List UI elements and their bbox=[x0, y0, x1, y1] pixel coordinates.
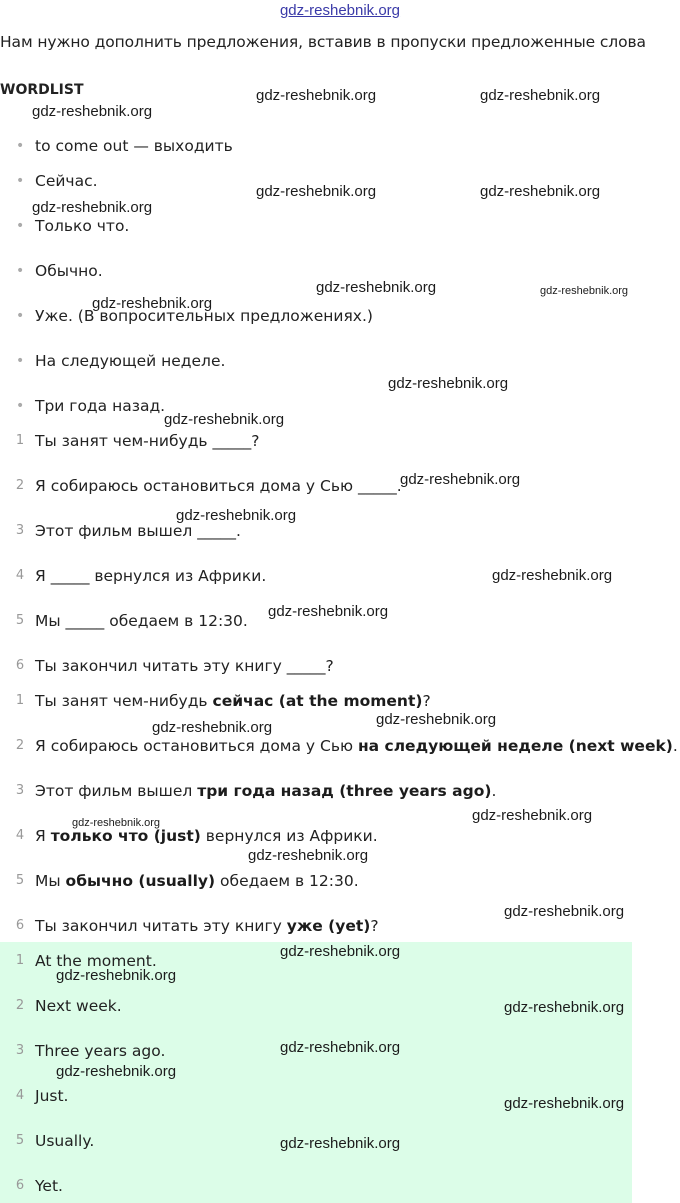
watermark: gdz-reshebnik.org bbox=[376, 711, 497, 728]
wordlist-item: • Три года назад. bbox=[0, 392, 680, 420]
watermark: gdz-reshebnik.org bbox=[152, 719, 273, 736]
bullet-icon: • bbox=[16, 218, 25, 234]
watermark: gdz-reshebnik.org bbox=[280, 943, 401, 960]
answer-item: 1 Ты занят чем-нибудь сейчас (at the moment)? bbox=[15, 692, 431, 710]
wordlist-item: • Обычно. bbox=[0, 257, 680, 285]
wordlist-item: • На следующей неделе. bbox=[0, 347, 680, 375]
watermark: gdz-reshebnik.org bbox=[280, 1039, 401, 1056]
task-intro: Нам нужно дополнить предложения, вставив в пропуски предложенные слова bbox=[0, 33, 646, 51]
watermark: gdz-reshebnik.org bbox=[540, 285, 629, 297]
watermark: gdz-reshebnik.org bbox=[176, 507, 297, 524]
wordlist-title: WORDLIST bbox=[0, 82, 84, 98]
wordlist-item: • Уже. (В вопросительных предложениях.) bbox=[0, 302, 680, 330]
bullet-icon: • bbox=[16, 138, 25, 154]
wordlist-item: • Только что. bbox=[0, 212, 680, 240]
english-answer-item: 2 Next week. bbox=[15, 997, 122, 1015]
exercise-item: 1 Ты занят чем-нибудь _____? bbox=[15, 432, 260, 450]
exercise-item: 6 Ты закончил читать эту книгу _____? bbox=[15, 657, 334, 675]
exercise-item: 3 Этот фильм вышел _____. bbox=[15, 522, 241, 540]
exercise-item: 2 Я собираюсь остановиться дома у Сью _____. bbox=[15, 477, 402, 495]
watermark: gdz-reshebnik.org bbox=[316, 279, 437, 296]
english-answer-item: 5 Usually. bbox=[15, 1132, 95, 1150]
watermark: gdz-reshebnik.org bbox=[504, 1095, 625, 1112]
answer-item: 3 Этот фильм вышел три года назад (three years ago). bbox=[15, 782, 497, 800]
wordlist-item: • to come out — выходить bbox=[0, 132, 680, 160]
watermark: gdz-reshebnik.org bbox=[400, 471, 521, 488]
watermark: gdz-reshebnik.org bbox=[480, 183, 601, 200]
watermark: gdz-reshebnik.org bbox=[248, 847, 369, 864]
english-answer-item: 1 At the moment. bbox=[15, 952, 157, 970]
english-answer-item: 6 Yet. bbox=[15, 1177, 63, 1195]
answer-item: 6 Ты закончил читать эту книгу уже (yet)? bbox=[15, 917, 379, 935]
watermark: gdz-reshebnik.org bbox=[388, 375, 509, 392]
watermark: gdz-reshebnik.org bbox=[280, 1135, 401, 1152]
answer-item: 5 Мы обычно (usually) обедаем в 12:30. bbox=[15, 872, 359, 890]
watermark: gdz-reshebnik.org bbox=[504, 999, 625, 1016]
answer-item: 4 Я только что (just) вернулся из Африки. bbox=[15, 827, 378, 845]
watermark: gdz-reshebnik.org bbox=[256, 87, 377, 104]
english-answer-item: 4 Just. bbox=[15, 1087, 69, 1105]
watermark: gdz-reshebnik.org bbox=[92, 295, 213, 312]
english-answer-item: 3 Three years ago. bbox=[15, 1042, 166, 1060]
watermark: gdz-reshebnik.org bbox=[256, 183, 377, 200]
watermark: gdz-reshebnik.org bbox=[56, 967, 177, 984]
bullet-icon: • bbox=[16, 173, 25, 189]
bullet-icon: • bbox=[16, 308, 25, 324]
watermark: gdz-reshebnik.org bbox=[472, 807, 593, 824]
exercise-item: 4 Я _____ вернулся из Африки. bbox=[15, 567, 267, 585]
watermark: gdz-reshebnik.org bbox=[268, 603, 389, 620]
watermark: gdz-reshebnik.org bbox=[32, 103, 153, 120]
watermark: gdz-reshebnik.org bbox=[56, 1063, 177, 1080]
site-link[interactable]: gdz-reshebnik.org bbox=[279, 2, 401, 19]
bullet-icon: • bbox=[16, 263, 25, 279]
watermark: gdz-reshebnik.org bbox=[32, 199, 153, 216]
answer-item: 2 Я собираюсь остановиться дома у Сью на следующей неделе (next week). bbox=[15, 737, 678, 755]
wordlist-item: • Сейчас. bbox=[0, 167, 680, 195]
exercise-item: 5 Мы _____ обедаем в 12:30. bbox=[15, 612, 248, 630]
bullet-icon: • bbox=[16, 353, 25, 369]
watermark: gdz-reshebnik.org bbox=[72, 817, 161, 829]
watermark: gdz-reshebnik.org bbox=[504, 903, 625, 920]
watermark: gdz-reshebnik.org bbox=[492, 567, 613, 584]
bullet-icon: • bbox=[16, 398, 25, 414]
watermark: gdz-reshebnik.org bbox=[164, 411, 285, 428]
watermark: gdz-reshebnik.org bbox=[480, 87, 601, 104]
